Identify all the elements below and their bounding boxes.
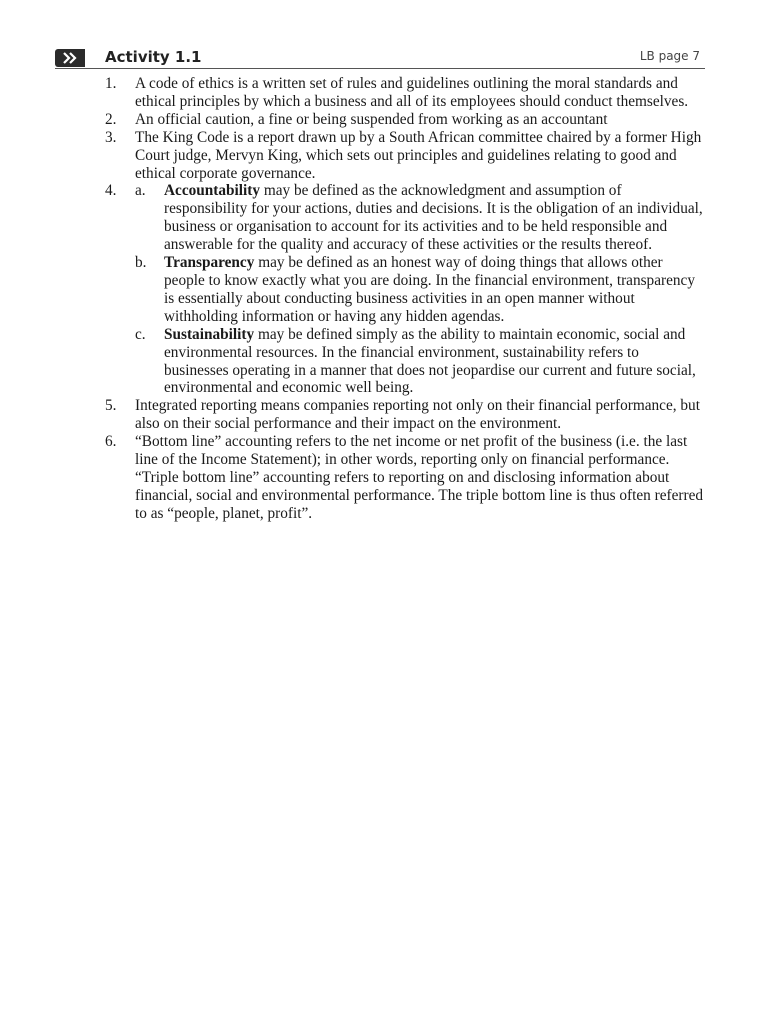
page-reference: LB page 7 (639, 49, 700, 63)
list-item-6 (105, 433, 705, 523)
list-item-5 (105, 397, 705, 433)
item-number: 1. (105, 75, 117, 92)
term-sustainability: Sustainability (164, 325, 255, 343)
sub-item-letter: a. (135, 182, 146, 200)
double-chevron-right-icon (55, 49, 85, 67)
sub-item-a (135, 182, 705, 254)
definition-text: may be defined as an honest way of doing things that allows other people to know exactly what you are doing. In the financial environment, transparency is essentially about conducting business activities in an open manner without withholding information or having any hidden agendas. (164, 254, 695, 325)
term-accountability: Accountability (164, 182, 261, 200)
item-number: 3. (105, 128, 117, 146)
sub-item-letter: b. (135, 254, 147, 272)
sub-item-c (135, 326, 705, 398)
item-number: 4. (105, 182, 117, 200)
item-text: An official caution, a fine or being suspended from working as an accountant (135, 110, 608, 128)
definition-text: may be defined as the acknowledgment and assumption of responsibility for your actions, duties and decisions. It is the obligation of an individual, business or organisation to account for its activities and to be held responsible and answerable for the quality and accuracy of these activities or the results thereof. (164, 182, 703, 254)
item-text: A code of ethics is a written set of rules and guidelines outlining the moral standards and ethical principles by which a business and all of its employees should conduct themselves. (135, 75, 689, 110)
item-number: 5. (105, 397, 117, 415)
list-item-1 (105, 75, 705, 111)
sub-item-b (135, 254, 705, 326)
activity-title: Activity 1.1 (105, 48, 202, 66)
answer-list (105, 75, 705, 523)
sub-item-letter: c. (135, 325, 146, 343)
item-text: “Bottom line” accounting refers to the net income or net profit of the business (i.e. the last line of the Income Statement); in other words, reporting only on financial performance. (135, 433, 688, 469)
term-transparency: Transparency (164, 254, 255, 272)
list-item-4 (105, 182, 705, 397)
item-text: The King Code is a report drawn up by a South African committee chaired by a former High Court judge, Mervyn King, which sets out principles and guidelines relating to good and ethical corporate governance. (135, 128, 702, 182)
list-item-3 (105, 129, 705, 183)
list-item-2 (105, 111, 705, 129)
item-number: 6. (105, 433, 117, 451)
item-text: Integrated reporting means companies reporting not only on their financial performance, but also on their social performance and their impact on the environment. (135, 397, 700, 433)
item-number: 2. (105, 110, 117, 128)
definition-text: may be defined simply as the ability to maintain economic, social and environmental resources. In the financial environment, sustainability refers to businesses operating in a manner that does not jeopardise our current and future social, environmental and economic well being. (164, 325, 696, 397)
item-text-continued: “Triple bottom line” accounting refers to reporting on and disclosing information about financial, social and environmental performance. The triple bottom line is thus often referred to as “people, planet, profit”. (135, 468, 704, 522)
activity-header (55, 48, 705, 69)
